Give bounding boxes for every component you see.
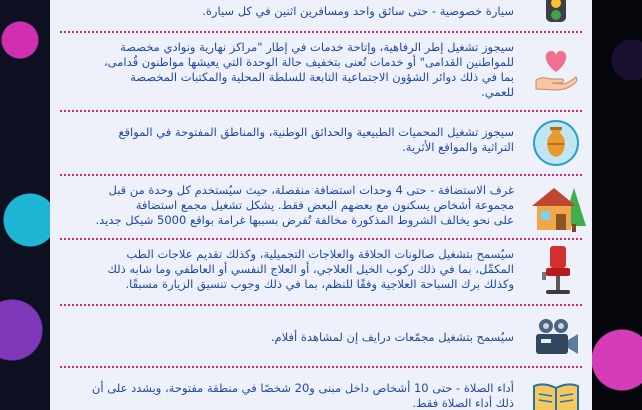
vase-icon (532, 119, 580, 167)
movie-camera-icon (532, 316, 580, 364)
text-line: غرف الاستضافة - حتى 4 وحدات استضافة منفصلة، حيث سيُستخدم كل وحدة من قبل (108, 183, 514, 197)
list-item (50, 370, 592, 410)
background-right-decoration (592, 0, 642, 410)
list-item (50, 242, 592, 302)
text-line: للمواطنين القدامى" أو خدمات تُعنى بتخفيف حالة الوحدة التي يعيشها مواطنون قُدامى، (103, 55, 514, 69)
heart-hand-icon (532, 46, 580, 94)
text-line: سيارة خصوصية - حتى سائق واحد ومسافرين اثنين في كل سيارة. (202, 4, 514, 18)
item-text (64, 330, 514, 345)
list-item (50, 0, 592, 30)
regulations-panel (50, 0, 592, 410)
text-line: على نحو يخالف الشروط المذكورة مخالفة تُفرض بسببها غرامة بواقع 5000 شيكل جديد. (95, 213, 514, 227)
open-book-icon (532, 378, 580, 410)
dotted-divider (60, 31, 582, 33)
list-item (50, 36, 592, 108)
house-icon (530, 182, 586, 230)
item-text (64, 183, 514, 228)
item-text (64, 40, 514, 100)
dotted-divider (60, 366, 582, 368)
list-item (50, 114, 592, 172)
traffic-light-icon (532, 0, 580, 30)
item-text (64, 381, 514, 410)
dotted-divider (60, 174, 582, 176)
list-item (50, 178, 592, 236)
background-left-decoration (0, 0, 50, 410)
dotted-divider (60, 110, 582, 112)
text-line: مجموعة أشخاص يسكنون مع بعضهم البعض فقط. يشكل تشغيل مجمع استضافة (135, 198, 514, 212)
dotted-divider (60, 304, 582, 306)
text-line: التراثية والمواقع الأثرية. (402, 140, 514, 154)
text-line: سيُسمح بتشغيل صالونات الحلاقة والعلاجات التجميلية، وكذلك تقديم علاجات الطب (126, 247, 514, 261)
text-line: سيُسمح بتشغيل مجمّعات درايف إن لمشاهدة أفلام. (270, 330, 514, 344)
text-line: للعمي. (481, 85, 514, 99)
list-item (50, 308, 592, 364)
barber-chair-icon (532, 244, 580, 302)
text-line: بما في ذلك دوائر الشؤون الاجتماعية التابعة للسلطة المحلية والمكتبات المخصصة (130, 70, 514, 84)
text-line: وكذلك برك السباحة العلاجية وفقًا للنظم، بما في ذلك وجوب تنسيق الزيارة مسبقًا. (125, 277, 514, 291)
text-line: المكمِّل، بما في ذلك ركوب الخيل العلاجي، أو العلاج النفسي أو العاطفي وما شابه ذلك (107, 262, 514, 276)
text-line: ذلك أداء الصلاة فقط. (412, 396, 514, 410)
text-line: أداء الصلاة - حتى 10 أشخاص داخل مبنى و20 شخصًا في منطقة مفتوحة، ويشدد على أن (91, 381, 514, 395)
item-text (64, 247, 514, 292)
text-line: سيجوز تشغيل المحميات الطبيعية والحدائق الوطنية، والمناطق المفتوحة في المواقع (118, 125, 514, 139)
text-line: سيجوز تشغيل إطر الرفاهية، وإتاحة خدمات في إطار "مراكز نهارية ونوادي مخصصة (120, 40, 514, 54)
dotted-divider (60, 238, 582, 240)
item-text (64, 125, 514, 155)
item-text (64, 4, 514, 19)
